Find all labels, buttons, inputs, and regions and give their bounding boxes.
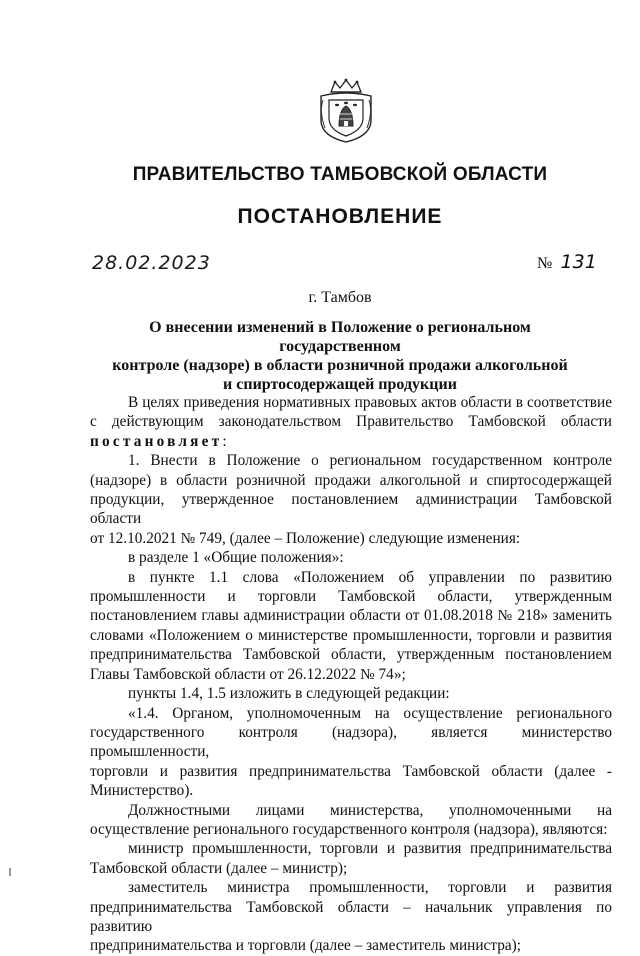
document-number <box>537 251 597 273</box>
government-title: ПРАВИТЕЛЬСТВО ТАМБОВСКОЙ ОБЛАСТИ <box>132 164 548 185</box>
document-type: ПОСТАНОВЛЕНИЕ <box>237 205 443 228</box>
body-line: В целях приведения нормативных правовых актов области в соответствие <box>128 394 612 411</box>
body-line: от 12.10.2021 № 749, (далее – Положение) следующие изменения: <box>90 529 521 547</box>
body-line: словами «Положением о министерстве промышленности, торговли и развития <box>90 626 612 644</box>
body-line: промышленности и торговли Тамбовской области, утвержденным <box>90 588 612 606</box>
body-line: осуществление регионального государственного контроля (надзора), являются: <box>90 820 608 838</box>
body-line: предпринимательства и торговли (далее – заместитель министра); <box>90 937 522 955</box>
body-line: «1.4. Органом, уполномоченным на осуществление регионального <box>128 704 612 722</box>
body-line: (надзоре) в области розничной продажи алкогольной и спиртосодержащей <box>90 471 612 489</box>
body-line: министр промышленности, торговли и развития предпринимательства <box>128 840 612 858</box>
body-line <box>90 432 612 451</box>
body-line: Министерство). <box>90 782 194 800</box>
body-line: торговли и развития предпринимательства Тамбовской области (далее - <box>90 762 612 780</box>
heading-line: О внесении изменений в Положение о региональном государственном <box>149 319 531 355</box>
heading-line: контроле (надзоре) в области розничной продажи алкогольной <box>112 357 568 374</box>
body-line: предпринимательства Тамбовской области, утвержденным постановлением <box>90 646 612 664</box>
scan-margin-mark <box>9 868 11 876</box>
document-body <box>90 393 612 956</box>
tambov-coat-of-arms-icon <box>317 78 375 144</box>
body-line: Тамбовской области (далее – министр); <box>90 859 348 877</box>
document-heading <box>90 318 590 394</box>
body-line: 1. Внести в Положение о региональном государственном контроле <box>128 452 612 470</box>
city: г. Тамбов <box>308 289 372 306</box>
heading-line: и спиртосодержащей продукции <box>223 376 457 393</box>
body-line: продукции, утвержденное постановлением администрации Тамбовской области <box>90 491 612 528</box>
body-line: в пункте 1.1 слова «Положением об управлении по развитию <box>128 568 612 586</box>
colon: : <box>222 432 227 450</box>
body-line: государственного контроля (надзора), является министерство промышленности, <box>90 723 612 761</box>
body-line: с действующим законодательством Правительство Тамбовской области <box>90 413 612 431</box>
body-line: предпринимательства Тамбовской области – начальник управления по развитию <box>90 898 612 935</box>
body-line: Должностными лицами министерства, уполномоченными на <box>128 801 612 819</box>
body-line: в разделе 1 «Общие положения»: <box>128 549 344 567</box>
body-line: постановлением главы администрации области от 01.08.2018 № 218» заменить <box>90 607 612 625</box>
body-line: Главы Тамбовской области от 26.12.2022 № 74»; <box>90 665 406 683</box>
resolves-word: постановляет <box>90 432 223 450</box>
document-date: 28.02.2023 <box>92 252 211 274</box>
body-line: заместитель министра промышленности, торговли и развития <box>128 879 612 897</box>
number-sign: № <box>537 255 553 272</box>
number-value: 131 <box>560 251 597 273</box>
body-line: пункты 1.4, 1.5 изложить в следующей редакции: <box>128 685 450 703</box>
